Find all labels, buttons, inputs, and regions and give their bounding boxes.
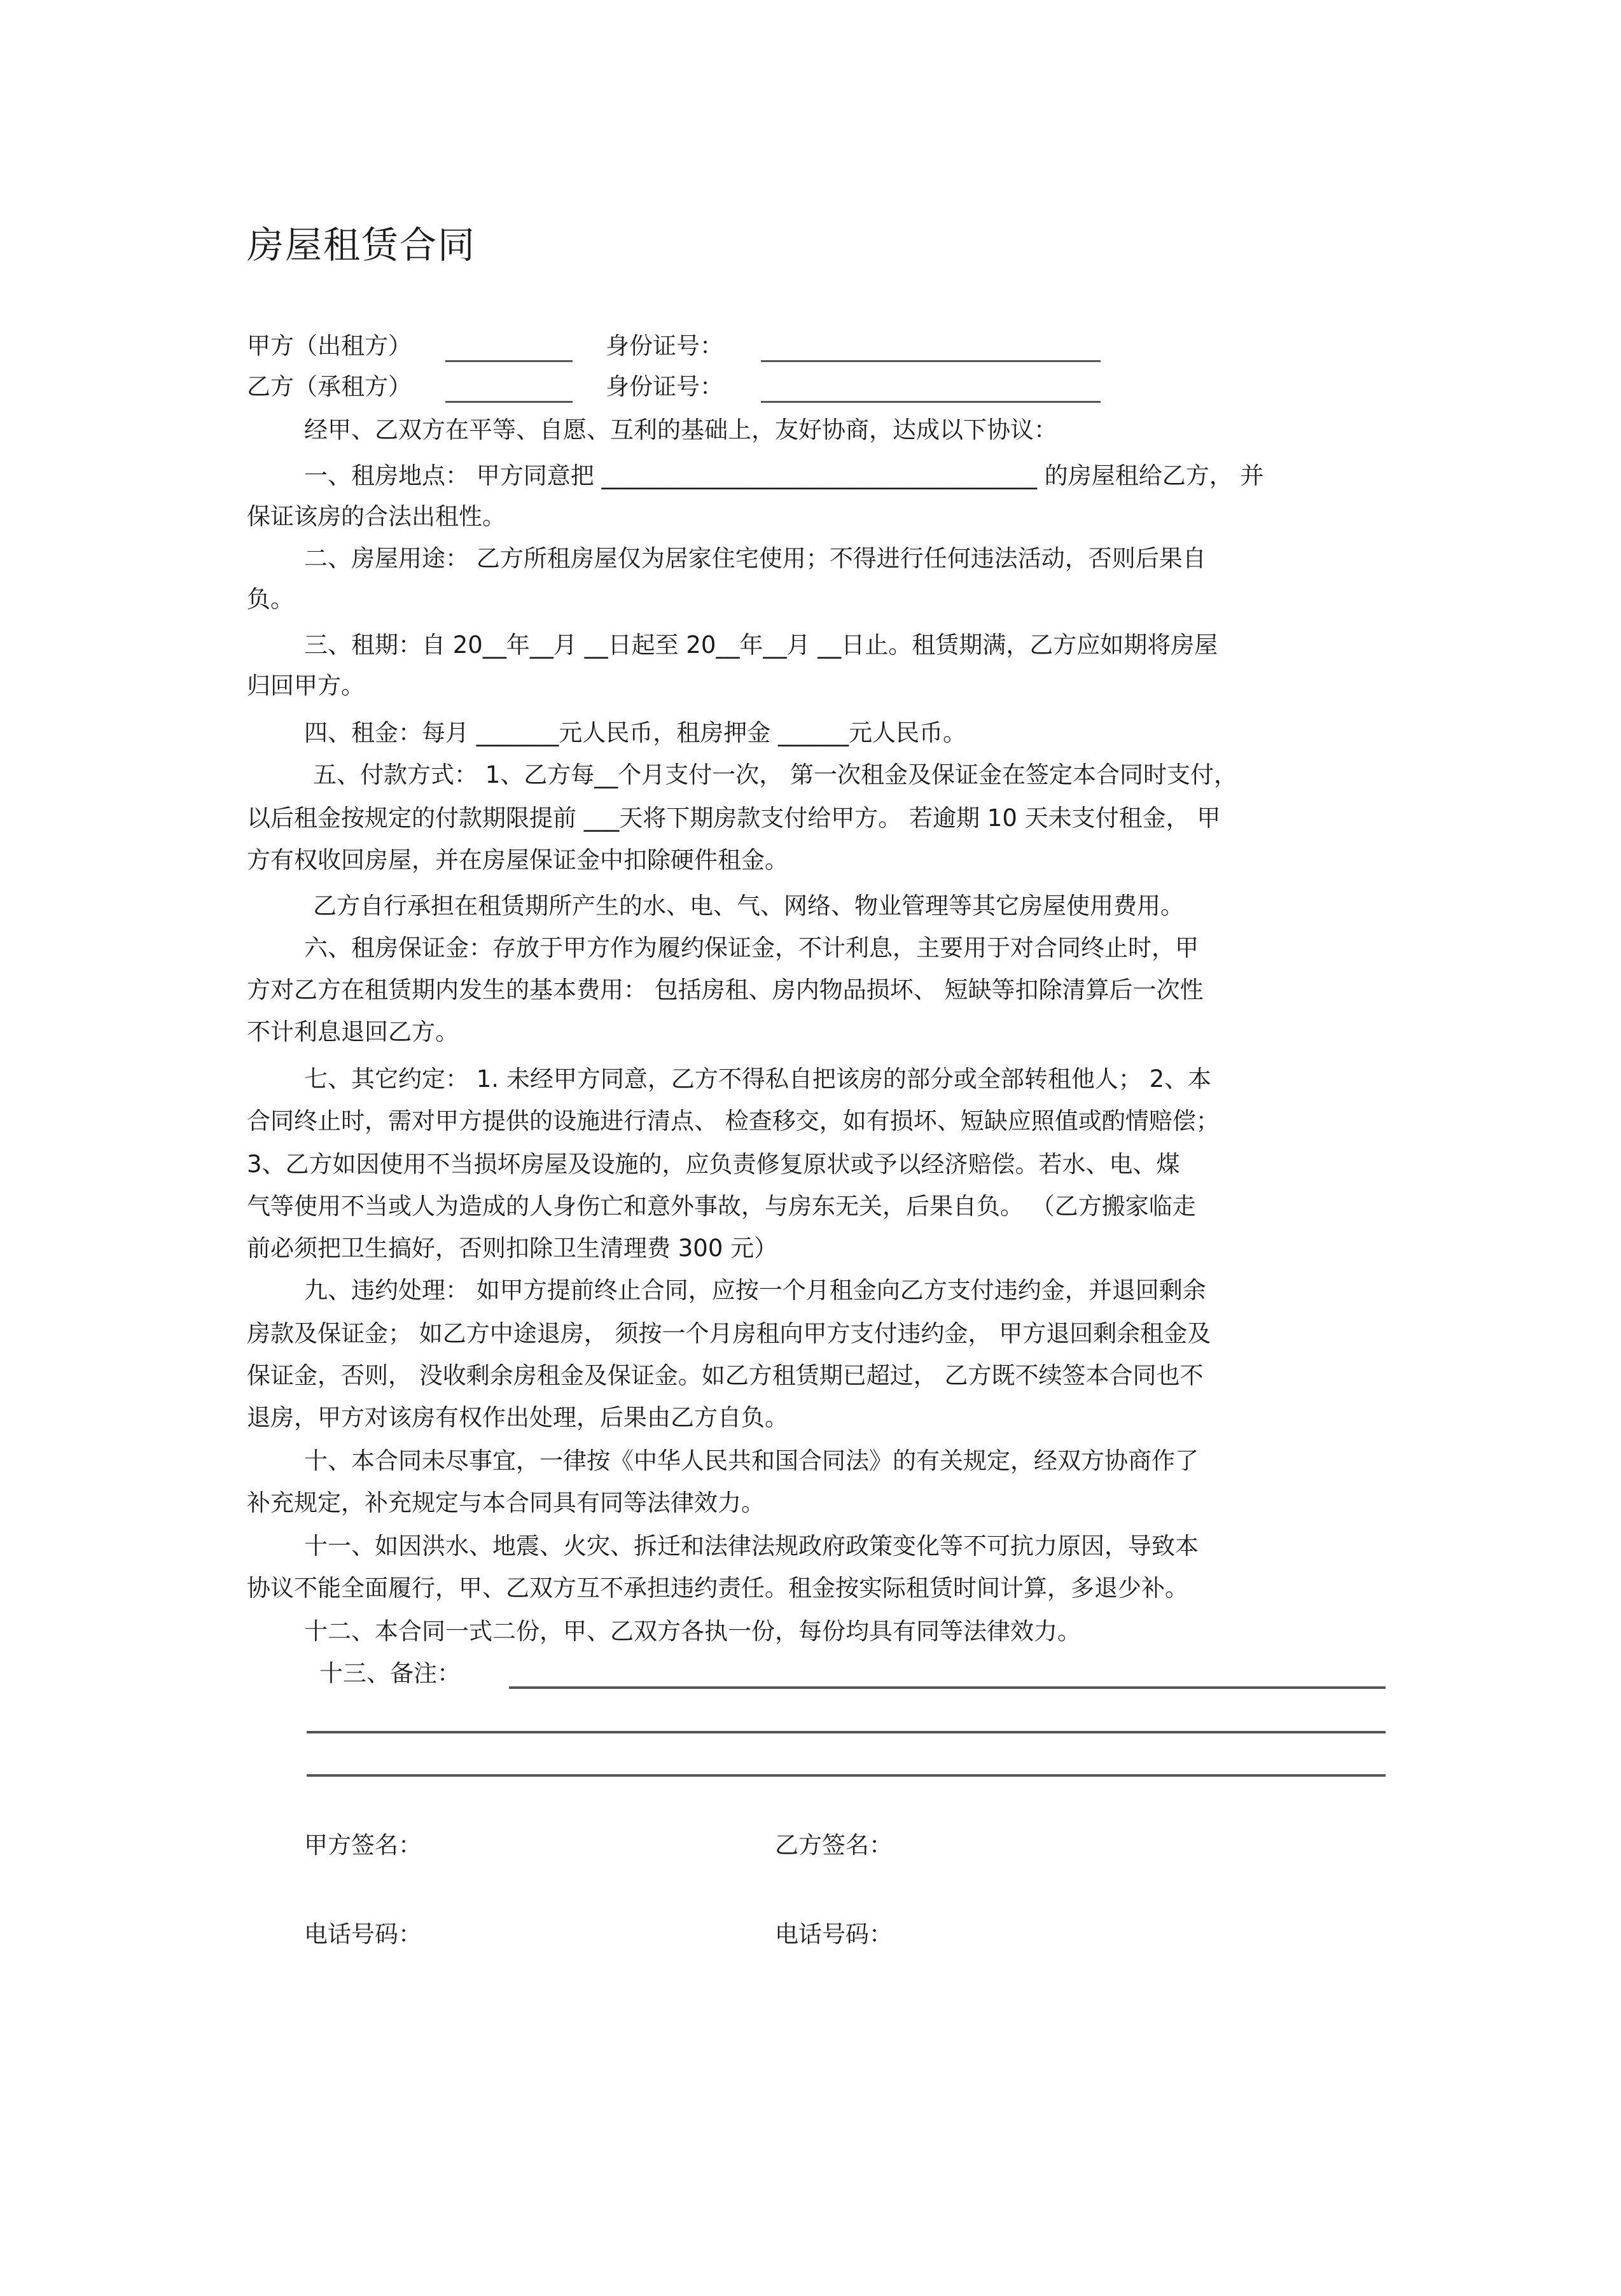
clause-line: 二、房屋用途： 乙方所租房屋仅为居家住宅使用；不得进行任何违法活动，否则后果自 xyxy=(304,545,1206,572)
clause-line: 一、租房地点： 甲方同意把 _____________________________________ 的房屋租给乙方， 并 xyxy=(304,462,1264,489)
party-a-id-blank xyxy=(761,360,1101,362)
party-b-label: 乙方（承租方） xyxy=(247,373,412,400)
clause-line: 三、租期：自 20__年__月 __日起至 20__年__月 __日止。租赁期满，乙方应如期将房屋 xyxy=(304,631,1218,659)
party-b-id-blank xyxy=(761,401,1101,403)
clause-line: 十、本合同未尽事宜，一律按《中华人民共和国合同法》的有关规定，经双方协商作了 xyxy=(304,1447,1199,1474)
page-title: 房屋租赁合同 xyxy=(247,223,477,267)
clause-line: 十一、如因洪水、地震、火灾、拆迁和法律法规政府政策变化等不可抗力原因，导致本 xyxy=(304,1532,1199,1560)
clause-line: 七、其它约定： 1. 未经甲方同意，乙方不得私自把该房的部分或全部转租他人； 2、本 xyxy=(304,1065,1212,1093)
party-a-signature-label: 甲方签名： xyxy=(304,1831,422,1859)
clause-line: 房款及保证金； 如乙方中途退房， 须按一个月房租向甲方支付违约金， 甲方退回剩余租金及 xyxy=(247,1320,1211,1347)
party-a-id-label: 身份证号： xyxy=(606,332,723,360)
party-b-row xyxy=(247,368,412,406)
clause-line: 补充规定，补充规定与本合同具有同等法律效力。 xyxy=(247,1489,765,1516)
clause-line: 以后租金按规定的付款期限提前 ___天将下期房款支付给甲方。 若逾期 10 天未支付租金， 甲 xyxy=(247,804,1221,832)
clause-line: 不计利息退回乙方。 xyxy=(247,1018,459,1046)
remarks-line[interactable] xyxy=(509,1686,1386,1689)
clause-line: 乙方自行承担在租赁期所产生的水、电、气、网络、物业管理等其它房屋使用费用。 xyxy=(313,892,1184,920)
clause-line: 协议不能全面履行，甲、乙双方互不承担违约责任。租金按实际租赁时间计算，多退少补。 xyxy=(247,1574,1188,1602)
clause-line: 归回甲方。 xyxy=(247,672,365,699)
clause-line: 保证金，否则， 没收剩余房租金及保证金。如乙方租赁期已超过， 乙方既不续签本合同也不 xyxy=(247,1362,1204,1389)
clause-line: 四、租金：每月 _______元人民币，租房押金 ______元人民币。 xyxy=(304,719,967,746)
clause-line: 方有权收回房屋，并在房屋保证金中扣除硬件租金。 xyxy=(247,846,788,874)
party-a-row xyxy=(247,327,412,365)
intro-text: 经甲、乙双方在平等、自愿、互利的基础上，友好协商，达成以下协议： xyxy=(304,416,1057,444)
clause-line: 负。 xyxy=(247,585,294,613)
party-b-phone-label: 电话号码： xyxy=(775,1921,893,1948)
remarks-line[interactable] xyxy=(307,1774,1386,1777)
clause-line: 五、付款方式： 1、乙方每__个月支付一次， 第一次租金及保证金在签定本合同时支付， xyxy=(313,761,1238,788)
clause-line: 六、租房保证金：存放于甲方作为履约保证金，不计利息，主要用于对合同终止时，甲 xyxy=(304,934,1199,962)
party-b-id-label: 身份证号： xyxy=(606,373,723,400)
party-a-label: 甲方（出租方） xyxy=(247,332,412,360)
party-a-name-blank xyxy=(445,360,573,362)
clause-line: 3、乙方如因使用不当损坏房屋及设施的，应负责修复原状或予以经济赔偿。若水、电、煤 xyxy=(247,1151,1180,1178)
clause-line: 退房，甲方对该房有权作出处理，后果由乙方自负。 xyxy=(247,1404,788,1431)
party-b-name-blank xyxy=(445,401,573,403)
clause-line: 合同终止时，需对甲方提供的设施进行清点、 检查移交，如有损坏、短缺应照值或酌情赔偿； xyxy=(247,1107,1220,1135)
party-b-signature-label: 乙方签名： xyxy=(775,1831,893,1859)
party-a-phone-label: 电话号码： xyxy=(304,1921,422,1948)
clause-line: 方对乙方在租赁期内发生的基本费用： 包括房租、房内物品损坏、 短缺等扣除清算后一次性 xyxy=(247,976,1204,1004)
clause-line: 保证该房的合法出租性。 xyxy=(247,503,506,530)
clause-line: 前必须把卫生搞好，否则扣除卫生清理费 300 元） xyxy=(247,1235,778,1262)
remarks-label: 十三、备注： xyxy=(319,1660,461,1687)
clause-line: 九、违约处理： 如甲方提前终止合同，应按一个月租金向乙方支付违约金，并退回剩余 xyxy=(304,1277,1206,1304)
remarks-line[interactable] xyxy=(307,1731,1386,1733)
clause-line: 十二、本合同一式二份，甲、乙双方各执一份，每份均具有同等法律效力。 xyxy=(304,1618,1081,1645)
clause-line: 气等使用不当或人为造成的人身伤亡和意外事故，与房东无关，后果自负。 （乙方搬家临走 xyxy=(247,1193,1196,1220)
